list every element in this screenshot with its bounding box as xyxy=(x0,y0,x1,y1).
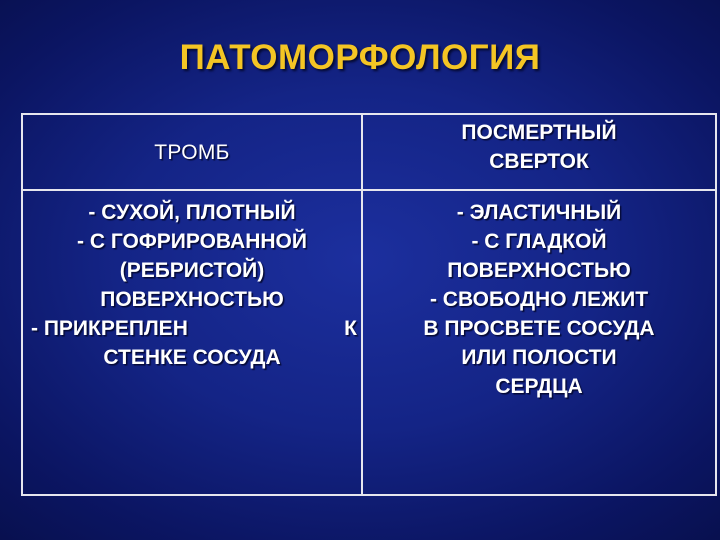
table-header-row xyxy=(22,114,716,190)
thrombus-attached-start: - ПРИКРЕПЛЕН xyxy=(31,317,188,340)
thrombus-attached-end: К xyxy=(344,317,357,340)
clot-line: - СВОБОДНО ЛЕЖИТ xyxy=(429,288,649,311)
thrombus-line: СТЕНКЕ СОСУДА xyxy=(103,346,281,369)
clot-line: - С ГЛАДКОЙ xyxy=(471,230,607,253)
thrombus-line: (РЕБРИСТОЙ) xyxy=(119,259,265,282)
thrombus-line: - С ГОФРИРОВАННОЙ xyxy=(77,230,307,253)
clot-line: ПОВЕРХНОСТЬЮ xyxy=(447,259,631,282)
clot-description xyxy=(362,190,716,495)
header-thrombus: ТРОМБ xyxy=(22,114,362,190)
slide-title: ПАТОМОРФОЛОГИЯ xyxy=(179,38,541,77)
header-right-line: ПОСМЕРТНЫЙ xyxy=(461,121,617,144)
table-body-row xyxy=(22,190,716,495)
thrombus-line: - СУХОЙ, ПЛОТНЫЙ xyxy=(88,201,296,224)
header-right-line: СВЕРТОК xyxy=(489,150,589,173)
thrombus-description xyxy=(22,190,362,495)
thrombus-attached-line xyxy=(23,314,361,343)
comparison-table xyxy=(21,113,717,496)
clot-line: СЕРДЦА xyxy=(495,375,583,398)
header-postmortem-clot xyxy=(362,114,716,190)
clot-line: В ПРОСВЕТЕ СОСУДА xyxy=(423,317,655,340)
clot-line: ИЛИ ПОЛОСТИ xyxy=(461,346,617,369)
thrombus-line: ПОВЕРХНОСТЬЮ xyxy=(100,288,284,311)
clot-line: - ЭЛАСТИЧНЫЙ xyxy=(456,201,622,224)
